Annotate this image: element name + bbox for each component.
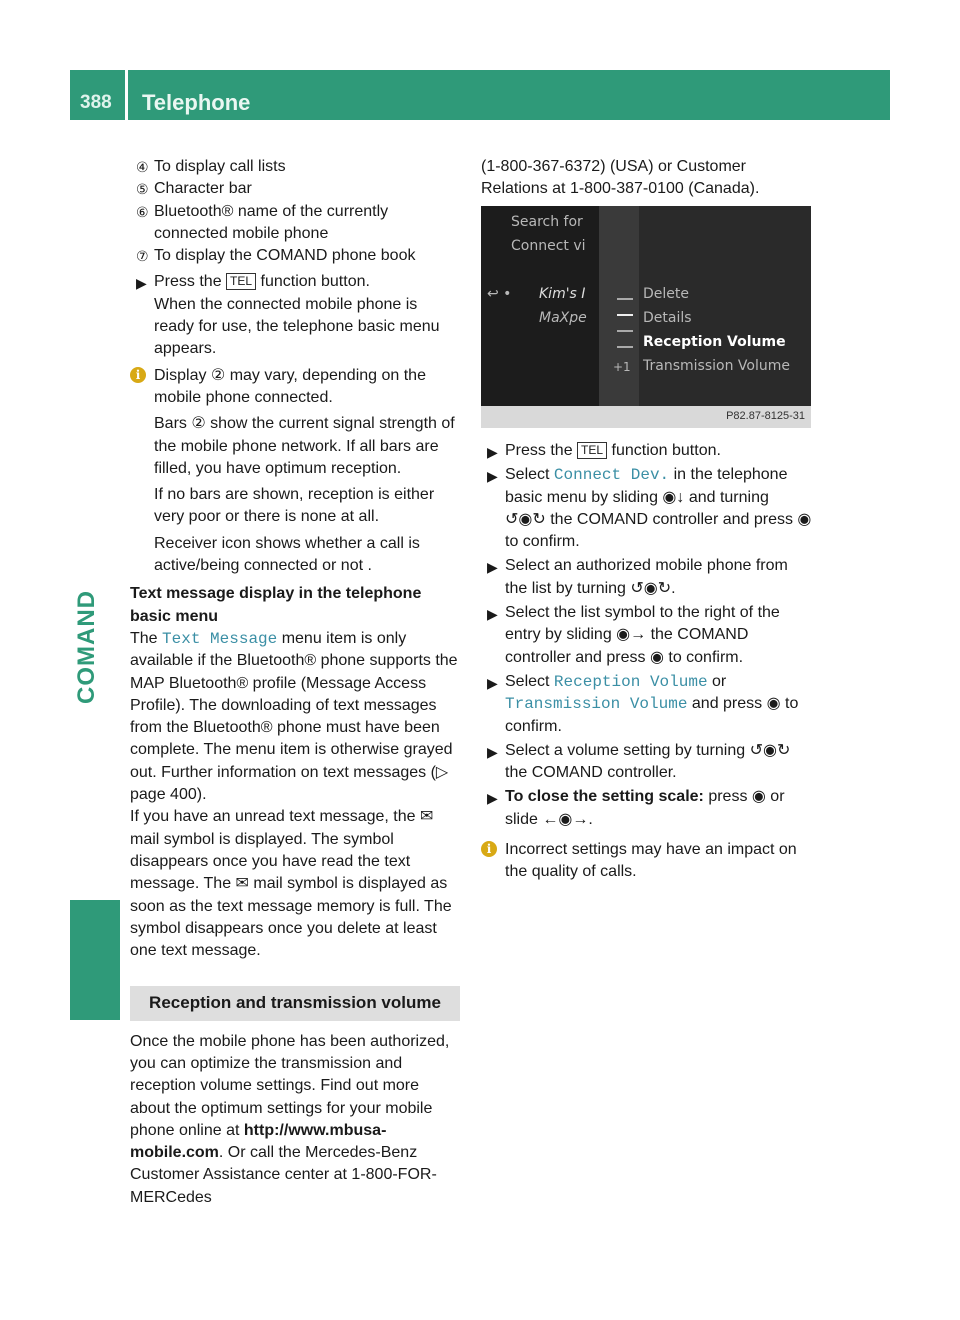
instruction-step: ▶ Select a volume setting by turning ↺◉↻ the COMAND controller. xyxy=(487,741,791,782)
menu-item-code: Reception Volume xyxy=(553,672,708,691)
paragraph: If you have an unread text message, the ✉ mail symbol is displayed. The symbol disappears once you have read the text message. The ✉ mail symbol is displayed as soon as the text message memory is full. The symbol disappears once you delete at least one text message. xyxy=(130,808,452,960)
paragraph: (1-800-367-6372) (USA) or Customer Relations at 1-800-387-0100 (Canada). xyxy=(481,158,760,198)
list-item: ⑤ Character bar xyxy=(136,180,252,198)
step-arrow-icon: ▶ xyxy=(487,743,498,760)
page-title: Telephone xyxy=(142,90,251,115)
screen-item: MaXpe xyxy=(539,310,587,326)
step-arrow-icon: ▶ xyxy=(487,444,498,460)
side-tab-label: COMAND xyxy=(73,590,100,704)
right-steps xyxy=(481,440,813,884)
instruction-step: ▶ Select an authorized mobile phone from the list by turning ↺◉↻. xyxy=(487,557,788,597)
screen-menu-item: Delete xyxy=(643,286,689,302)
menu-item-code: Transmission Volume xyxy=(505,695,688,714)
step-arrow-icon: ▶ xyxy=(487,674,498,691)
paragraph: Once the mobile phone has been authorized, you can optimize the transmission and reception volume settings. Find out more about the optimum settings for your mobile phone online at http://www.mbusa-mobile.com. Or call the Mercedes-Benz Customer Assistance center at 1-800-FOR-MERCedes xyxy=(130,1032,450,1206)
screen-menu xyxy=(639,206,811,406)
page-header xyxy=(70,70,890,120)
step-arrow-icon: ▶ xyxy=(487,790,498,807)
instruction-step: ▶ To close the setting scale: press ◉ or slide ←◉→. xyxy=(487,788,785,828)
url: http://www.mbusa-mobile.com xyxy=(130,1121,387,1162)
info-paragraph: If no bars are shown, reception is either very poor or there is none at all. xyxy=(154,486,435,526)
left-column xyxy=(130,156,460,1209)
tel-button-icon: TEL xyxy=(226,273,256,290)
back-icon: ↩ • xyxy=(487,286,512,302)
list-item: ④ To display call lists xyxy=(136,158,286,175)
info-note: i Display ② may vary, depending on the mobile phone connected. xyxy=(130,365,460,410)
screen-menu-item: Reception Volume xyxy=(643,334,786,350)
screen-illustration xyxy=(481,206,811,428)
screen-menu-item: Details xyxy=(643,310,692,326)
screen-footer xyxy=(481,406,811,428)
instruction-step: ▶ Press the TEL function button. When the connected mobile phone is ready for use, the telephone basic menu appears. xyxy=(136,273,440,358)
info-icon: i xyxy=(481,841,497,857)
screen-item: Kim's I xyxy=(539,286,586,302)
step-arrow-icon: ▶ xyxy=(487,468,498,485)
header-divider xyxy=(125,70,128,120)
instruction-step: ▶ Select Reception Volume or Transmission Volume and press ◉ to confirm. xyxy=(487,672,799,735)
list-item: ⑥ Bluetooth® name of the currently connected mobile phone xyxy=(136,202,389,242)
info-note: i Incorrect settings may have an impact on the quality of calls. xyxy=(481,839,813,884)
screen-item: Search for xyxy=(511,214,583,230)
instruction-step: ▶ Press the TEL function button. xyxy=(481,440,813,462)
instruction-step: ▶ Select Connect Dev. in the telephone basic menu by sliding ◉↓ and turning ↺◉↻ the COMAND controller and press ◉ to confirm. xyxy=(487,466,812,551)
step-arrow-icon: ▶ xyxy=(487,606,498,623)
side-tab-block xyxy=(70,900,120,1020)
instruction-step: ▶ Select the list symbol to the right of the entry by sliding ◉→ the COMAND controller and press ◉ to confirm. xyxy=(487,604,780,666)
step-arrow-icon: ▶ xyxy=(487,559,498,576)
page-number: 388 xyxy=(80,92,112,113)
info-paragraph: Bars ② show the current signal strength of the mobile phone network. If all bars are filled, you have optimum reception. xyxy=(154,415,455,477)
screen-menu-item: Transmission Volume xyxy=(643,358,790,374)
info-icon: i xyxy=(130,367,146,383)
side-tab xyxy=(70,120,120,1320)
step-arrow-icon: ▶ xyxy=(136,275,147,292)
subheading: Text message display in the telephone basic menu xyxy=(130,585,422,625)
paragraph: The Text Message menu item is only available if the Bluetooth® phone supports the MAP Bluetooth® profile (Message Access Profile). The downloading of text messages from the Bluetooth® phone must have been complete. The menu item is otherwise grayed out. Further information on text messages (▷ page 400). xyxy=(130,629,458,804)
list-item: ⑦ To display the COMAND phone book xyxy=(136,247,416,265)
volume-scale xyxy=(599,206,639,406)
menu-item-code: Text Message xyxy=(162,629,278,648)
section-heading: Reception and transmission volume xyxy=(130,986,460,1020)
menu-item-code: Connect Dev. xyxy=(553,466,670,485)
scale-label: +1 xyxy=(613,360,631,374)
figure-code: P82.87-8125-31 xyxy=(726,410,805,422)
screen-item: Connect vi xyxy=(511,238,586,254)
tel-button-icon: TEL xyxy=(577,442,607,459)
info-paragraph: Receiver icon shows whether a call is active/being connected or not . xyxy=(154,534,420,575)
right-column xyxy=(481,156,813,201)
